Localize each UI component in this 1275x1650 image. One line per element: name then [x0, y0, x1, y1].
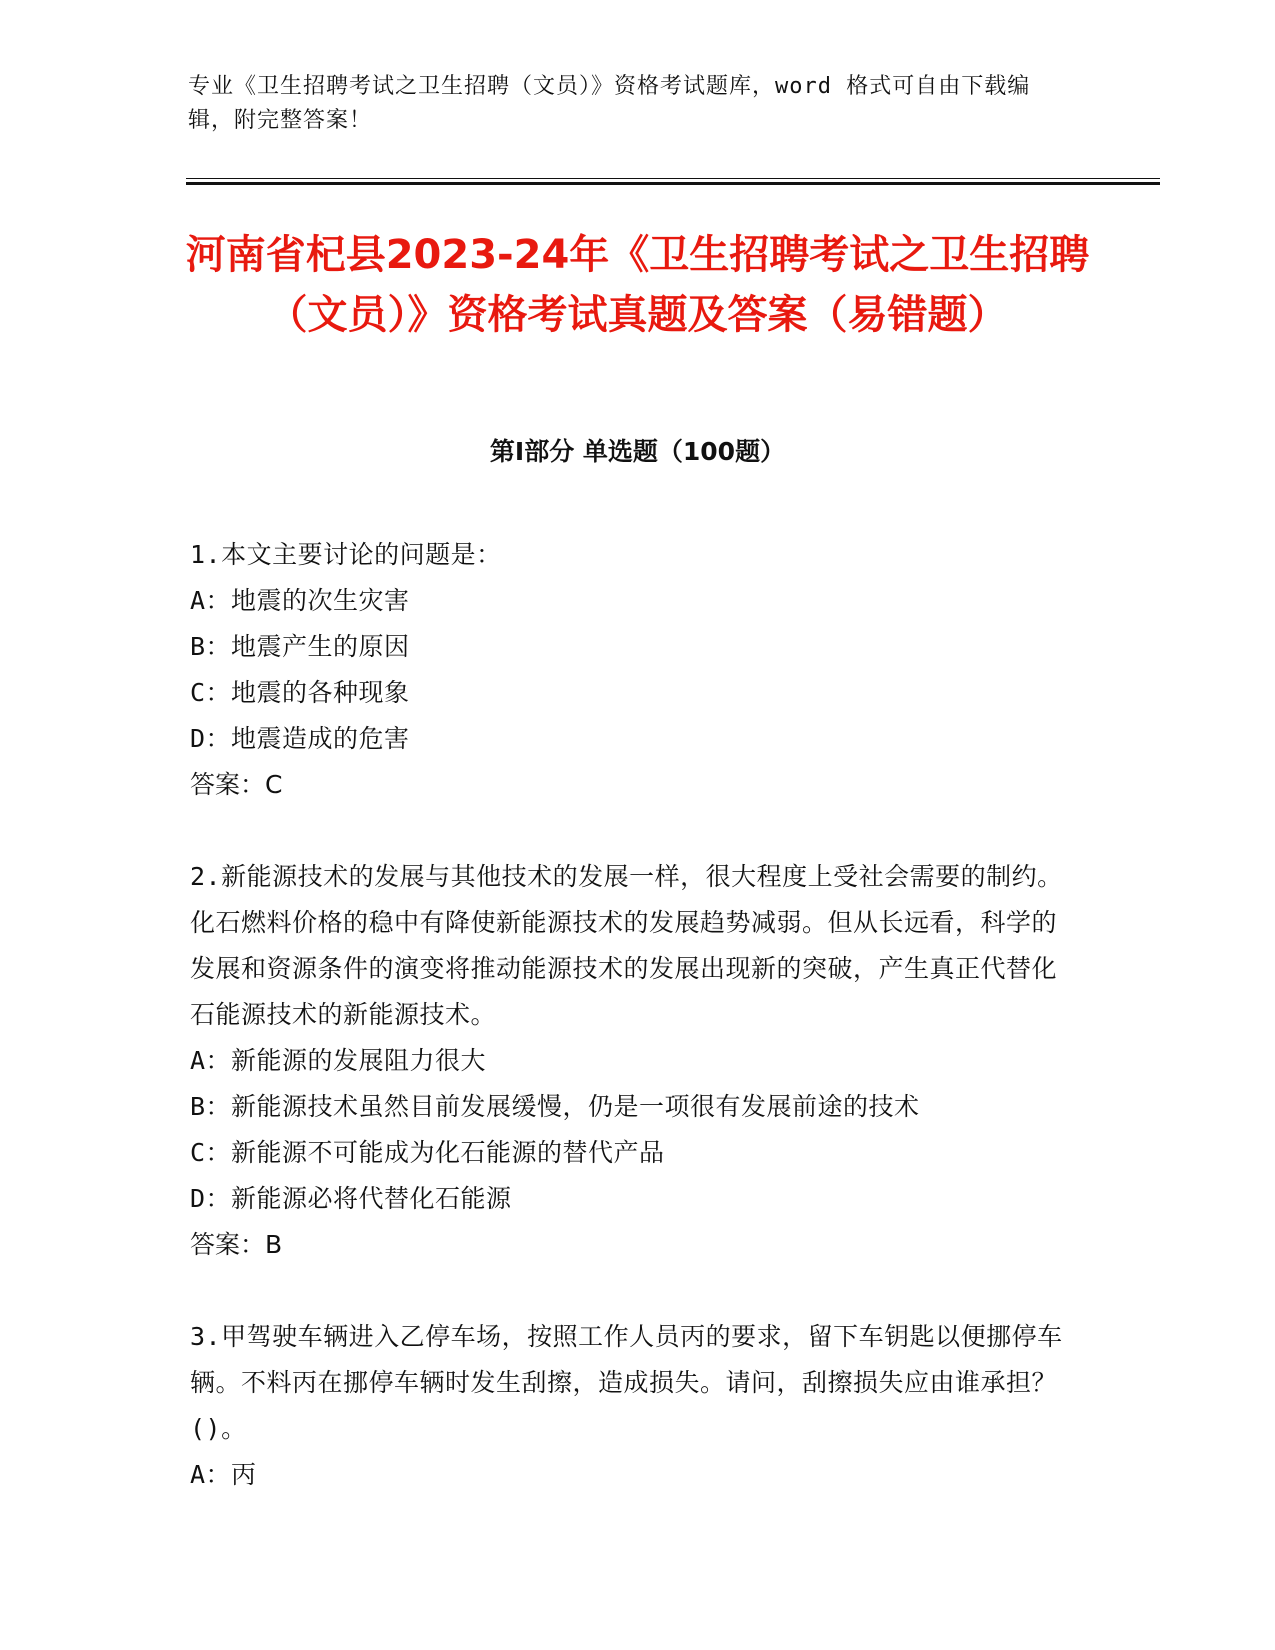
- option-a: A：新能源的发展阻力很大: [190, 1046, 487, 1075]
- question-list: [190, 532, 1070, 1544]
- header-divider-thin: [186, 178, 1160, 179]
- option-d: D：地震造成的危害: [190, 724, 410, 753]
- option-c: C：地震的各种现象: [190, 678, 410, 707]
- option-b: B：地震产生的原因: [190, 632, 410, 661]
- question-1: [190, 532, 1070, 808]
- question-3: [190, 1314, 1070, 1498]
- header-note: 专业《卫生招聘考试之卫生招聘（文员）》资格考试题库，word 格式可自由下载编辑，附完整答案！: [188, 74, 1031, 133]
- option-b: B：新能源技术虽然目前发展缓慢，仍是一项很有发展前途的技术: [190, 1092, 920, 1121]
- answer: 答案：B: [190, 1230, 283, 1259]
- option-a: A：丙: [190, 1460, 257, 1489]
- section-heading: 第Ⅰ部分 单选题（100题）: [489, 437, 786, 466]
- header-divider-thick: [186, 182, 1160, 185]
- answer: 答案：C: [190, 770, 283, 799]
- option-a: A：地震的次生灾害: [190, 586, 410, 615]
- question-2: [190, 854, 1070, 1268]
- option-c: C：新能源不可能成为化石能源的替代产品: [190, 1138, 665, 1167]
- option-d: D：新能源必将代替化石能源: [190, 1184, 512, 1213]
- question-text: 2.新能源技术的发展与其他技术的发展一样，很大程度上受社会需要的制约。化石燃料价格的稳中有降使新能源技术的发展趋势减弱。但从长远看，科学的发展和资源条件的演变将推动能源技术的发展出现新的突破，产生真正代替化石能源技术的新能源技术。: [190, 862, 1063, 1029]
- question-text: 1.本文主要讨论的问题是：: [190, 540, 502, 569]
- question-text: 3.甲驾驶车辆进入乙停车场，按照工作人员丙的要求，留下车钥匙以便挪停车辆。不料丙在挪停车辆时发生刮擦，造成损失。请问，刮擦损失应由谁承担？()。: [190, 1322, 1063, 1443]
- document-title: 河南省杞县2023-24年《卫生招聘考试之卫生招聘（文员）》资格考试真题及答案（易错题）: [185, 232, 1090, 338]
